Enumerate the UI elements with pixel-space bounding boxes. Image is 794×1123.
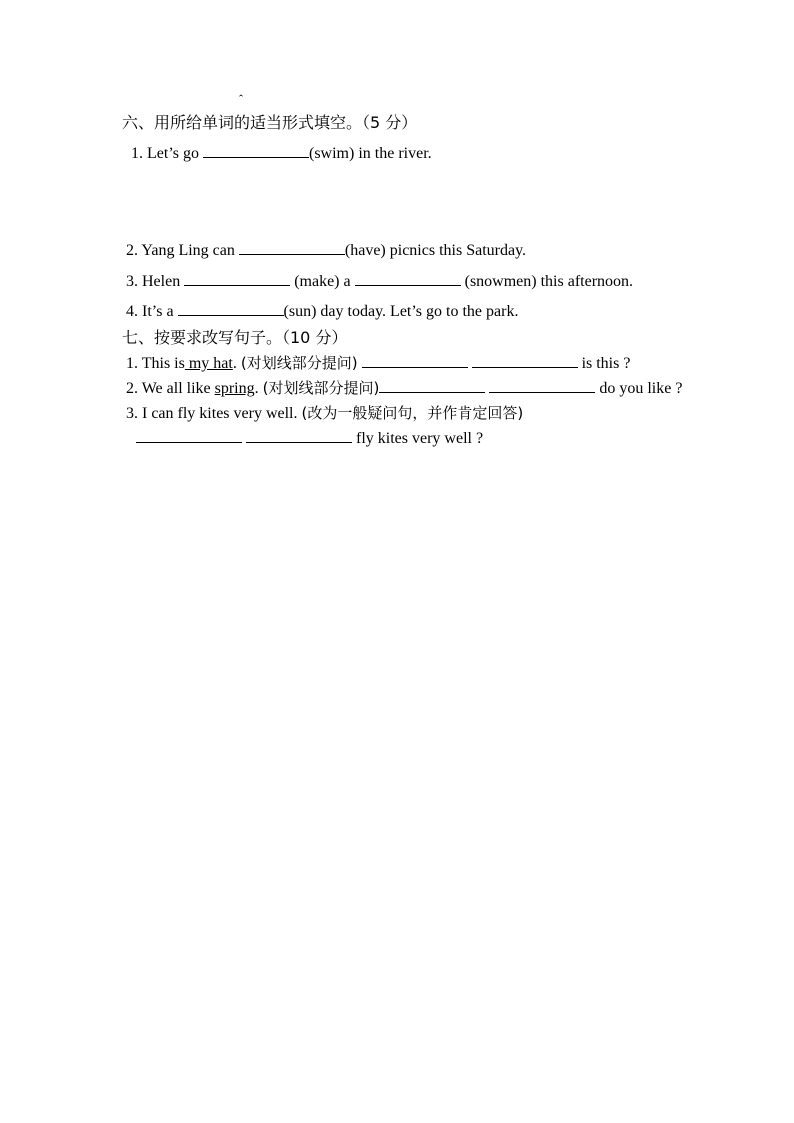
item-text-after: (snowmen) this afternoon. — [464, 273, 634, 290]
instruction: (对划线部分提问) — [262, 379, 380, 397]
s7-item-1 — [126, 352, 630, 375]
item-text-before: This is — [141, 355, 185, 372]
item-text-before: Yang Ling can — [141, 242, 235, 259]
item-number: 3. — [126, 273, 138, 290]
answer-blank[interactable] — [136, 428, 242, 443]
underlined-phrase: spring — [214, 380, 255, 397]
underlined-phrase: my hat — [184, 355, 233, 372]
answer-blank[interactable] — [362, 353, 468, 368]
answer-blank[interactable] — [489, 378, 595, 393]
s6-item-4 — [126, 301, 518, 323]
s7-item-2 — [126, 377, 682, 400]
item-text-after: . — [232, 355, 237, 372]
instruction: (改为一般疑问句，并作肯定回答) — [301, 404, 524, 422]
answer-blank[interactable] — [246, 428, 352, 443]
item-text-after: . — [254, 380, 259, 397]
section-6-title: 六、用所给单词的适当形式填空。（5 分） — [122, 113, 418, 132]
item-number: 1. — [126, 355, 138, 372]
item-text-after: (sun) day today. Let’s go to the park. — [283, 303, 519, 320]
answer-blank[interactable] — [184, 271, 290, 286]
item-text-middle: (make) a — [294, 273, 351, 290]
item-text-after: (swim) in the river. — [309, 145, 432, 162]
s7-item-3-answer — [136, 428, 483, 450]
answer-blank[interactable] — [472, 353, 578, 368]
s6-item-1 — [131, 143, 432, 165]
answer-blank[interactable] — [178, 301, 284, 316]
answer-blank[interactable] — [355, 271, 461, 286]
instruction: (对划线部分提问) — [240, 354, 358, 372]
item-text-before: We all like — [141, 380, 211, 397]
item-tail: is this ? — [581, 355, 631, 372]
s6-item-3 — [126, 271, 633, 293]
s6-item-2 — [126, 240, 526, 262]
answer-blank[interactable] — [239, 240, 345, 255]
section-7-title: 七、按要求改写句子。（10 分） — [122, 328, 348, 347]
item-number: 2. — [126, 380, 138, 397]
item-number: 1. — [131, 145, 143, 162]
item-text-before: It’s a — [142, 303, 174, 320]
answer-blank[interactable] — [379, 378, 485, 393]
answer-blank[interactable] — [203, 143, 309, 158]
item-text-before: Helen — [142, 273, 181, 290]
item-text-after: (have) picnics this Saturday. — [344, 242, 527, 259]
item-number: 4. — [126, 303, 138, 320]
stray-mark: ˆ — [239, 92, 243, 106]
item-text: I can fly kites very well. — [142, 405, 298, 422]
item-number: 3. — [126, 405, 138, 422]
s7-item-3 — [126, 402, 523, 425]
item-tail: fly kites very well ? — [356, 430, 484, 447]
item-tail: do you like ? — [599, 380, 683, 397]
item-number: 2. — [126, 242, 138, 259]
item-text-before: Let’s go — [147, 145, 199, 162]
